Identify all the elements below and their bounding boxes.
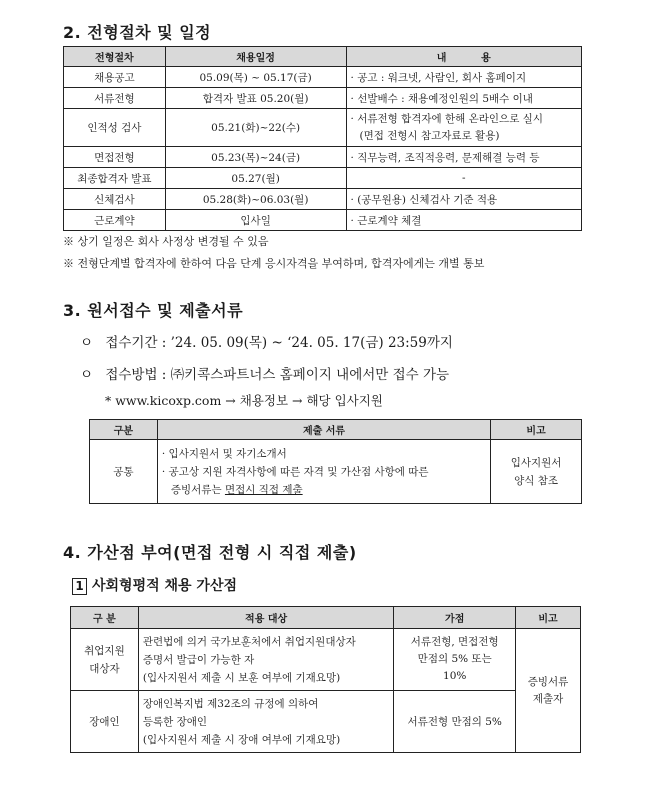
schedule-date: 합격자 발표 05.20(월)	[165, 88, 346, 109]
schedule-step: 채용공고	[64, 67, 166, 88]
schedule-step: 서류전형	[64, 88, 166, 109]
bonus-target-line: 장애인복지법 제32조의 규정에 의하여	[142, 697, 319, 710]
schedule-content: · 공고 : 워크넷, 사람인, 회사 홈페이지	[346, 67, 581, 88]
bonus-points-line: 서류전형, 면접전형	[410, 636, 499, 648]
schedule-step: 최종합격자 발표	[64, 168, 166, 189]
schedule-step: 면접전형	[64, 147, 166, 168]
application-method	[80, 363, 449, 383]
schedule-content: · (공무원용) 신체검사 기준 적용	[346, 189, 581, 210]
schedule-content: -	[346, 168, 581, 189]
schedule-date: 입사일	[165, 210, 346, 231]
bonus-target-line: (입사지원서 제출 시 장애 여부에 기재요망)	[142, 733, 341, 746]
documents-remark	[491, 440, 582, 504]
table-row	[71, 691, 581, 753]
documents-line-prefix: 증빙서류는	[170, 483, 225, 496]
table-row	[64, 189, 582, 210]
bonus-target-line: 증명서 발급이 가능한 자	[142, 653, 255, 666]
documents-line	[162, 481, 486, 499]
subtitle-number: 1	[72, 578, 87, 595]
schedule-content: · 직무능력, 조직적응력, 문제해결 능력 등	[346, 147, 581, 168]
table-row	[64, 168, 582, 189]
schedule-content: · 근로계약 체결	[346, 210, 581, 231]
table-row	[90, 440, 582, 504]
table-row	[71, 629, 581, 691]
bonus-table	[70, 606, 581, 753]
schedule-date: 05.09(목) ~ 05.17(금)	[165, 67, 346, 88]
bonus-category: 장애인	[71, 691, 139, 753]
bonus-header-points: 가점	[394, 607, 516, 629]
schedule-content: · 선발배수 : 채용예정인원의 5배수 이내	[346, 88, 581, 109]
schedule-date: 05.27(월)	[165, 168, 346, 189]
schedule-table	[63, 46, 582, 231]
bullet: ㅇ	[80, 367, 94, 383]
table-row	[64, 88, 582, 109]
schedule-content	[346, 109, 581, 147]
documents-category: 공통	[90, 440, 158, 504]
bonus-remark-line: 증빙서류	[527, 675, 569, 688]
schedule-date: 05.23(목)~24(금)	[165, 147, 346, 168]
bonus-header-remark: 비고	[516, 607, 581, 629]
section4-title: 4. 가산점 부여(면접 전형 시 직접 제출)	[63, 543, 357, 562]
bonus-points	[394, 629, 516, 691]
schedule-content-line: · 서류전형 합격자에 한해 온라인으로 실시	[350, 112, 543, 125]
subtitle-text: 사회형평적 채용 가산점	[92, 578, 237, 594]
schedule-date: 05.28(화)~06.03(월)	[165, 189, 346, 210]
bonus-remark	[516, 629, 581, 753]
section4-subtitle	[72, 575, 237, 595]
application-period	[80, 331, 453, 351]
bonus-points-line: 만점의 5% 또는	[417, 653, 492, 665]
bonus-header-target: 적용 대상	[138, 607, 393, 629]
schedule-content-line: (면접 전형시 참고자료로 활용)	[359, 129, 500, 142]
schedule-step: 인적성 검사	[64, 109, 166, 147]
schedule-header-content: 내 용	[346, 47, 581, 67]
schedule-note: ※ 상기 일정은 회사 사정상 변경될 수 있음	[63, 235, 269, 248]
table-row	[64, 109, 582, 147]
application-url-line: * www.kicoxp.com → 채용정보 → 해당 입사지원	[105, 393, 383, 408]
bonus-remark-line: 제출자	[532, 692, 564, 705]
table-row	[64, 210, 582, 231]
schedule-header-step: 전형절차	[64, 47, 166, 67]
documents-table	[89, 419, 582, 504]
bullet: ㅇ	[80, 335, 94, 351]
bonus-target	[138, 629, 393, 691]
bonus-category	[71, 629, 139, 691]
section3-title: 3. 원서접수 및 제출서류	[63, 301, 244, 320]
documents-header-docs: 제출 서류	[157, 420, 490, 440]
documents-line: · 공고상 지원 자격사항에 따른 자격 및 가산점 사항에 따른	[161, 465, 429, 478]
schedule-step: 신체검사	[64, 189, 166, 210]
documents-header-category: 구분	[90, 420, 158, 440]
schedule-step: 근로계약	[64, 210, 166, 231]
application-period-text: 접수기간 : ’24. 05. 09(목) ~ ‘24. 05. 17(금) 23:59까지	[105, 335, 453, 351]
schedule-note: ※ 전형단계별 합격자에 한하여 다음 단계 응시자격을 부여하며, 합격자에게는 개별 통보	[63, 257, 485, 270]
bonus-points-line: 10%	[443, 670, 467, 682]
documents-list	[157, 440, 490, 504]
schedule-header-date: 채용일정	[165, 47, 346, 67]
bonus-target-line: 관련법에 의거 국가보훈처에서 취업지원대상자	[142, 635, 356, 648]
table-row	[64, 147, 582, 168]
documents-line-underlined: 면접시 직접 제출	[224, 483, 303, 496]
bonus-points: 서류전형 만점의 5%	[394, 691, 516, 753]
bonus-target-line: (입사지원서 제출 시 보훈 여부에 기재요망)	[142, 671, 341, 684]
bonus-category-line: 대상자	[89, 662, 120, 675]
bonus-target-line: 등록한 장애인	[142, 715, 208, 728]
documents-header-remark: 비고	[491, 420, 582, 440]
documents-remark-line: 입사지원서	[510, 456, 562, 469]
section2-title: 2. 전형절차 및 일정	[63, 23, 212, 42]
application-method-text: 접수방법 : ㈜키콕스파트너스 홈페이지 내에서만 접수 가능	[105, 367, 450, 383]
schedule-date: 05.21(화)~22(수)	[165, 109, 346, 147]
table-row	[64, 67, 582, 88]
documents-remark-line: 양식 참조	[514, 474, 559, 487]
bonus-header-category: 구 분	[71, 607, 139, 629]
bonus-target	[138, 691, 393, 753]
bonus-category-line: 취업지원	[84, 644, 125, 657]
documents-line: · 입사지원서 및 자기소개서	[161, 447, 287, 460]
